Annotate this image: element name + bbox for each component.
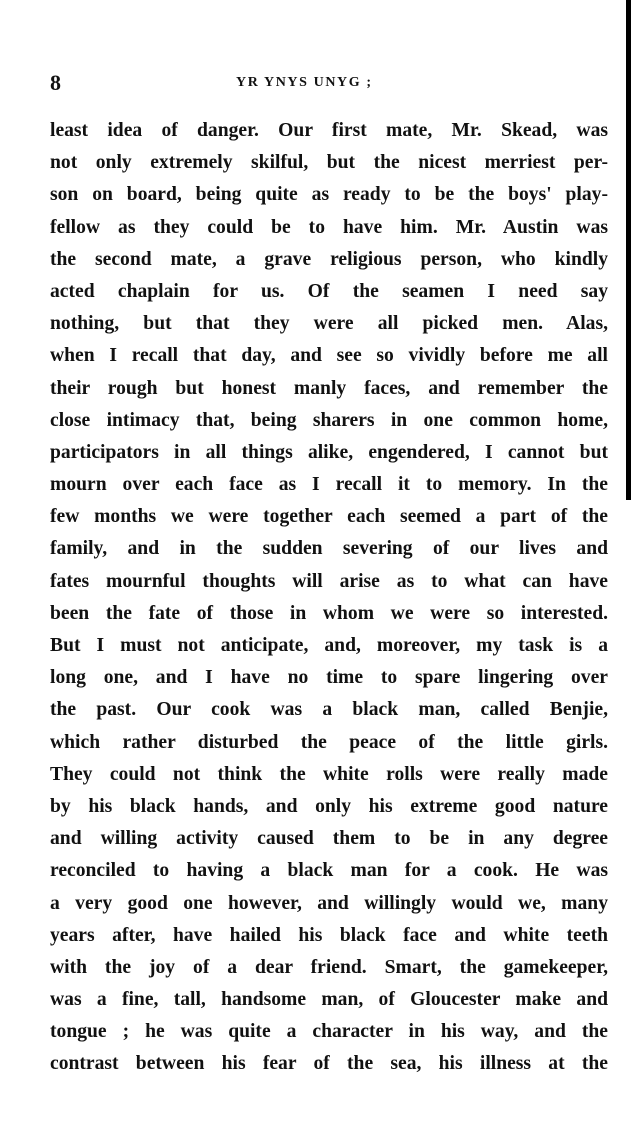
text-line: their rough but honest manly faces, and remember the — [50, 377, 608, 399]
text-line: long one, and I have no time to spare lingering over — [50, 667, 608, 689]
text-line: by his black hands, and only his extreme good nature — [50, 795, 608, 817]
text-line: fellow as they could be to have him. Mr. Austin was — [50, 216, 608, 238]
text-line: They could not think the white rolls were really made — [50, 763, 608, 785]
text-line: nothing, but that they were all picked men. Alas, — [50, 313, 608, 335]
text-line: But I must not anticipate, and, moreover, my task is a — [50, 635, 608, 656]
text-line: close intimacy that, being sharers in one common home, — [50, 409, 608, 431]
text-line: a very good one however, and willingly would we, many — [50, 892, 608, 914]
text-line: reconciled to having a black man for a cook. He was — [50, 860, 608, 882]
text-line: when I recall that day, and see so vividly before me all — [50, 345, 608, 367]
text-line: contrast between his fear of the sea, his illness at the — [50, 1053, 608, 1075]
text-line: fates mournful thoughts will arise as to what can have — [50, 570, 608, 592]
text-line: with the joy of a dear friend. Smart, the gamekeeper, — [50, 956, 608, 978]
body-text — [50, 115, 608, 1081]
page-edge-rule — [626, 0, 631, 500]
text-line: participators in all things alike, engendered, I cannot but — [50, 441, 608, 463]
text-line: not only extremely skilful, but the nicest merriest per- — [50, 152, 608, 174]
text-line: mourn over each face as I recall it to memory. In the — [50, 474, 608, 496]
text-line: least idea of danger. Our first mate, Mr. Skead, was — [50, 120, 608, 141]
text-line: the past. Our cook was a black man, called Benjie, — [50, 699, 608, 721]
text-line: and willing activity caused them to be in any degree — [50, 828, 608, 850]
text-line: family, and in the sudden severing of our lives and — [50, 538, 608, 560]
text-line: acted chaplain for us. Of the seamen I need say — [50, 280, 608, 302]
text-line: years after, have hailed his black face and white teeth — [50, 924, 608, 946]
page-number: 8 — [50, 70, 61, 95]
text-line: few months we were together each seemed a part of the — [50, 506, 608, 528]
text-line: been the fate of those in whom we were so interested. — [50, 602, 608, 624]
running-head: YR YNYS UNYG ; — [236, 75, 373, 90]
text-line: son on board, being quite as ready to be the boys' play- — [50, 184, 608, 206]
text-line: the second mate, a grave religious person, who kindly — [50, 248, 608, 270]
text-line: which rather disturbed the peace of the little girls. — [50, 731, 608, 753]
text-line: was a fine, tall, handsome man, of Gloucester make and — [50, 989, 608, 1011]
text-line: tongue ; he was quite a character in his way, and the — [50, 1021, 608, 1043]
